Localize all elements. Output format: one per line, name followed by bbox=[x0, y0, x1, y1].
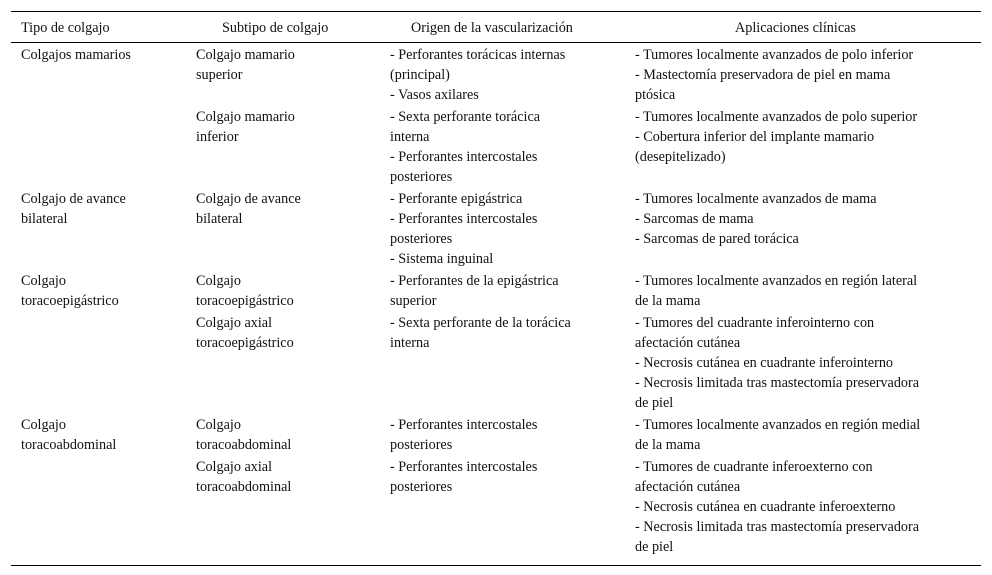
cell-line: toracoabdominal bbox=[196, 437, 292, 453]
cell-subtipo bbox=[196, 189, 301, 229]
cell-line: de la mama bbox=[635, 437, 701, 453]
cell-line: - Tumores localmente avanzados de polo superior bbox=[635, 109, 918, 125]
cell-origen bbox=[390, 415, 537, 455]
cell-origen bbox=[390, 107, 540, 187]
cell-line: interna bbox=[390, 335, 430, 351]
cell-line: (desepitelizado) bbox=[635, 149, 726, 165]
cell-line: - Necrosis cutánea en cuadrante inferointerno bbox=[635, 355, 894, 371]
cell-line: - Tumores localmente avanzados de polo inferior bbox=[635, 47, 914, 63]
cell-line: - Perforantes de la epigástrica bbox=[390, 273, 559, 289]
cell-line: toracoepigástrico bbox=[196, 293, 294, 309]
cell-line: Colgajo de avance bbox=[21, 191, 126, 207]
cell-line: - Perforante epigástrica bbox=[390, 191, 523, 207]
cell-line: posteriores bbox=[390, 231, 453, 247]
cell-line: - Sexta perforante torácica bbox=[390, 109, 541, 125]
cell-origen bbox=[390, 457, 537, 497]
cell-line: de la mama bbox=[635, 293, 701, 309]
cell-line: (principal) bbox=[390, 67, 450, 83]
cell-aplicaciones bbox=[635, 457, 919, 557]
cell-origen bbox=[390, 271, 559, 311]
cell-line: - Sarcomas de pared torácica bbox=[635, 231, 799, 247]
table-body bbox=[11, 43, 981, 565]
cell-line: Colgajo bbox=[21, 417, 66, 433]
cell-line: - Cobertura inferior del implante mamario bbox=[635, 129, 875, 145]
header-aplicaciones: Aplicaciones clínicas bbox=[735, 20, 856, 36]
cell-line: superior bbox=[390, 293, 437, 309]
cell-subtipo bbox=[196, 313, 294, 353]
cell-tipo bbox=[21, 189, 126, 229]
cell-line: - Vasos axilares bbox=[390, 87, 479, 103]
cell-aplicaciones bbox=[635, 271, 917, 311]
cell-line: posteriores bbox=[390, 479, 453, 495]
cell-line: bilateral bbox=[21, 211, 68, 227]
cell-subtipo bbox=[196, 45, 295, 85]
cell-line: - Necrosis limitada tras mastectomía preservadora bbox=[635, 375, 920, 391]
cell-line: Colgajo bbox=[21, 273, 66, 289]
cell-line: Colgajo mamario bbox=[196, 47, 295, 63]
cell-tipo bbox=[21, 271, 119, 311]
cell-line: toracoabdominal bbox=[21, 437, 117, 453]
cell-line: - Tumores del cuadrante inferointerno con bbox=[635, 315, 875, 331]
cell-line: - Tumores de cuadrante inferoexterno con bbox=[635, 459, 873, 475]
cell-line: afectación cutánea bbox=[635, 479, 741, 495]
cell-tipo bbox=[21, 415, 116, 455]
cell-line: - Perforantes intercostales bbox=[390, 149, 538, 165]
cell-line: toracoepigástrico bbox=[196, 335, 294, 351]
cell-line: Colgajo axial bbox=[196, 315, 273, 331]
cell-line: Colgajos mamarios bbox=[21, 47, 131, 63]
cell-line: afectación cutánea bbox=[635, 335, 741, 351]
cell-line: - Perforantes intercostales bbox=[390, 211, 538, 227]
cell-line: - Sexta perforante de la torácica bbox=[390, 315, 571, 331]
cell-line: de piel bbox=[635, 395, 674, 411]
cell-subtipo bbox=[196, 271, 294, 311]
cell-line: de piel bbox=[635, 539, 674, 555]
cell-subtipo bbox=[196, 415, 291, 455]
cell-line: toracoepigástrico bbox=[21, 293, 119, 309]
cell-line: Colgajo axial bbox=[196, 459, 273, 475]
table-header bbox=[11, 12, 981, 43]
cell-line: superior bbox=[196, 67, 243, 83]
cell-aplicaciones bbox=[635, 189, 877, 249]
cell-line: - Tumores localmente avanzados de mama bbox=[635, 191, 877, 207]
header-origen: Origen de la vascularización bbox=[411, 20, 573, 36]
cell-aplicaciones bbox=[635, 313, 919, 413]
cell-line: - Tumores localmente avanzados en región medial bbox=[635, 417, 921, 433]
cell-line: posteriores bbox=[390, 169, 453, 185]
header-subtipo: Subtipo de colgajo bbox=[222, 20, 329, 36]
header-tipo: Tipo de colgajo bbox=[21, 20, 110, 36]
cell-origen bbox=[390, 313, 571, 353]
cell-aplicaciones bbox=[635, 415, 920, 455]
cell-line: Colgajo de avance bbox=[196, 191, 301, 207]
cell-line: - Sistema inguinal bbox=[390, 251, 494, 267]
cell-line: posteriores bbox=[390, 437, 453, 453]
cell-line: - Perforantes intercostales bbox=[390, 417, 538, 433]
cell-line: ptósica bbox=[635, 87, 676, 103]
cell-origen bbox=[390, 189, 537, 269]
cell-line: interna bbox=[390, 129, 430, 145]
cell-line: - Necrosis cutánea en cuadrante inferoexterno bbox=[635, 499, 896, 515]
cell-line: toracoabdominal bbox=[196, 479, 292, 495]
cell-line: - Mastectomía preservadora de piel en mama bbox=[635, 67, 891, 83]
cell-line: inferior bbox=[196, 129, 239, 145]
flap-table bbox=[11, 11, 981, 566]
cell-line: bilateral bbox=[196, 211, 243, 227]
cell-subtipo bbox=[196, 457, 291, 497]
cell-subtipo bbox=[196, 107, 295, 147]
cell-tipo bbox=[21, 45, 131, 65]
cell-aplicaciones bbox=[635, 107, 917, 167]
cell-line: - Necrosis limitada tras mastectomía preservadora bbox=[635, 519, 920, 535]
cell-line: - Tumores localmente avanzados en región lateral bbox=[635, 273, 918, 289]
cell-line: - Perforantes torácicas internas bbox=[390, 47, 566, 63]
cell-origen bbox=[390, 45, 565, 105]
cell-line: Colgajo mamario bbox=[196, 109, 295, 125]
cell-line: Colgajo bbox=[196, 273, 241, 289]
cell-line: - Perforantes intercostales bbox=[390, 459, 538, 475]
cell-line: Colgajo bbox=[196, 417, 241, 433]
cell-aplicaciones bbox=[635, 45, 913, 105]
cell-line: - Sarcomas de mama bbox=[635, 211, 754, 227]
